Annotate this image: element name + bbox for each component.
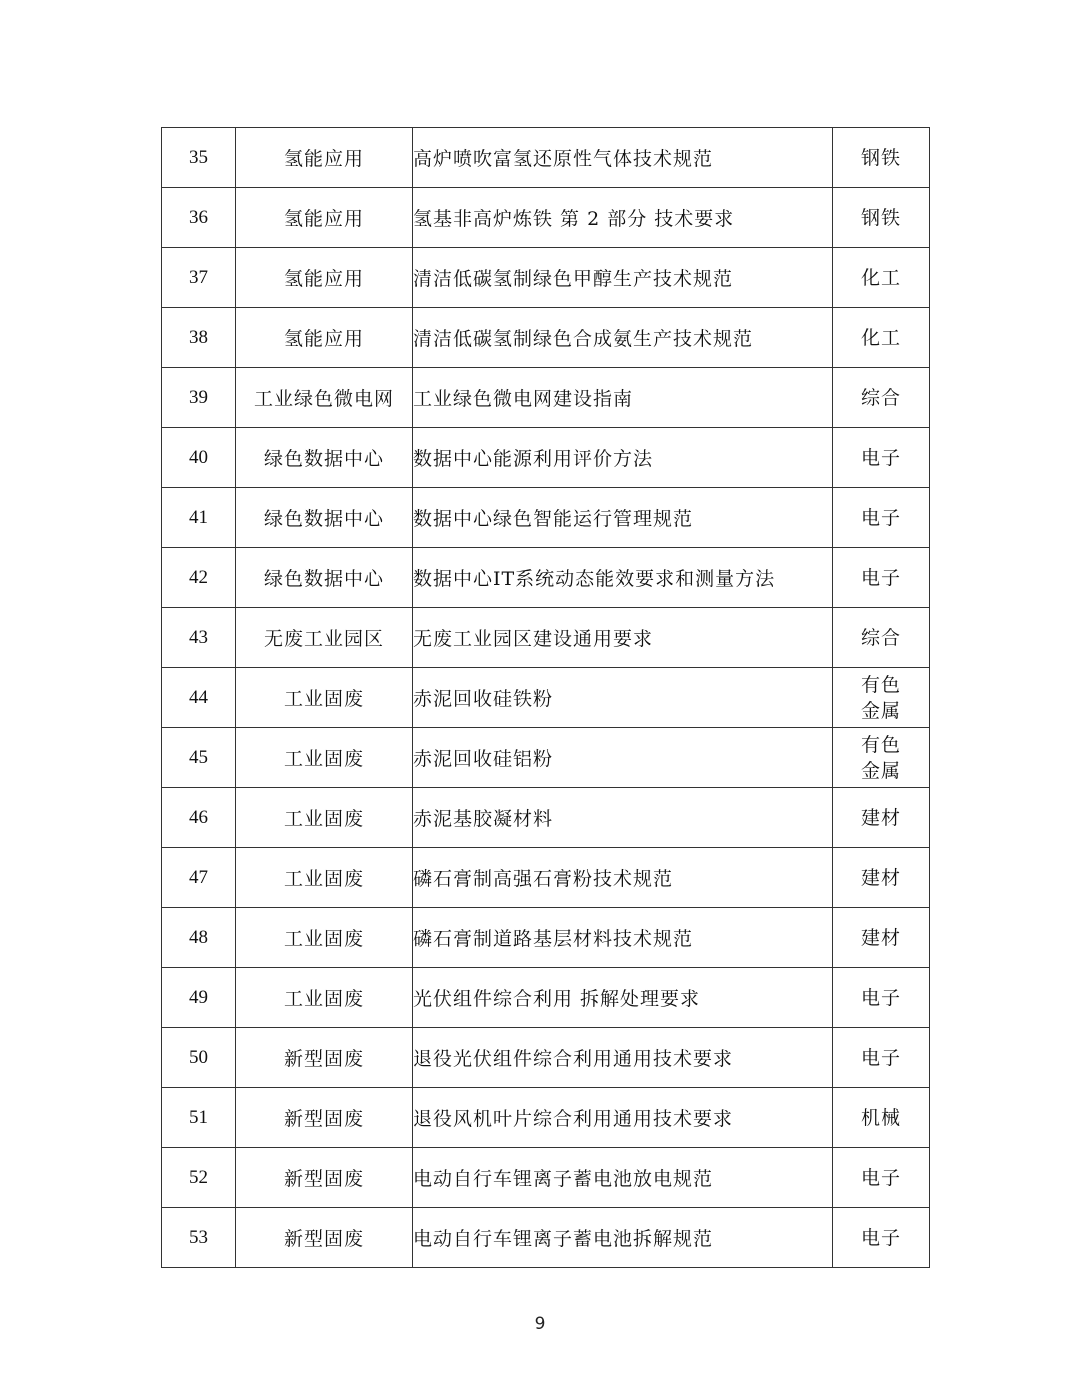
table-row xyxy=(162,968,930,1028)
standard-name-cell: 数据中心绿色智能运行管理规范 xyxy=(413,488,833,548)
row-number: 45 xyxy=(162,728,236,788)
row-number: 41 xyxy=(162,488,236,548)
table-row xyxy=(162,308,930,368)
industry-cell: 建材 xyxy=(833,848,930,908)
standard-name-cell: 赤泥回收硅铁粉 xyxy=(413,668,833,728)
standard-name-cell: 赤泥回收硅铝粉 xyxy=(413,728,833,788)
table-row xyxy=(162,1148,930,1208)
category-cell: 工业固废 xyxy=(236,848,413,908)
table-row xyxy=(162,248,930,308)
standards-table xyxy=(161,127,930,1268)
standard-name-cell: 退役光伏组件综合利用通用技术要求 xyxy=(413,1028,833,1088)
industry-cell: 电子 xyxy=(833,488,930,548)
category-cell: 工业固废 xyxy=(236,668,413,728)
category-cell: 氢能应用 xyxy=(236,308,413,368)
category-cell: 氢能应用 xyxy=(236,248,413,308)
industry-line: 金属 xyxy=(860,759,901,782)
standard-name-cell: 清洁低碳氢制绿色合成氨生产技术规范 xyxy=(413,308,833,368)
page-number: 9 xyxy=(534,1314,546,1334)
category-cell: 绿色数据中心 xyxy=(236,488,413,548)
standard-name-cell: 电动自行车锂离子蓄电池放电规范 xyxy=(413,1148,833,1208)
category-cell: 绿色数据中心 xyxy=(236,428,413,488)
table-row xyxy=(162,1208,930,1268)
row-number: 38 xyxy=(162,308,236,368)
standard-name-cell: 退役风机叶片综合利用通用技术要求 xyxy=(413,1088,833,1148)
category-cell: 工业绿色微电网 xyxy=(236,368,413,428)
table-row xyxy=(162,848,930,908)
industry-cell: 机械 xyxy=(833,1088,930,1148)
industry-cell: 电子 xyxy=(833,1148,930,1208)
category-cell: 工业固废 xyxy=(236,788,413,848)
category-cell: 新型固废 xyxy=(236,1148,413,1208)
industry-cell: 建材 xyxy=(833,788,930,848)
industry-cell: 电子 xyxy=(833,1208,930,1268)
standard-name-cell: 电动自行车锂离子蓄电池拆解规范 xyxy=(413,1208,833,1268)
industry-cell: 化工 xyxy=(833,308,930,368)
table-row xyxy=(162,608,930,668)
table-row xyxy=(162,908,930,968)
category-cell: 新型固废 xyxy=(236,1028,413,1088)
standard-name-cell: 磷石膏制道路基层材料技术规范 xyxy=(413,908,833,968)
category-cell: 新型固废 xyxy=(236,1208,413,1268)
row-number: 48 xyxy=(162,908,236,968)
category-cell: 无废工业园区 xyxy=(236,608,413,668)
standard-name-cell: 赤泥基胶凝材料 xyxy=(413,788,833,848)
table-row xyxy=(162,1028,930,1088)
industry-cell: 综合 xyxy=(833,608,930,668)
industry-line: 有色 xyxy=(860,673,901,696)
industry-cell: 电子 xyxy=(833,968,930,1028)
industry-cell: 建材 xyxy=(833,908,930,968)
table-row xyxy=(162,488,930,548)
row-number: 40 xyxy=(162,428,236,488)
table-row xyxy=(162,548,930,608)
industry-line: 金属 xyxy=(860,699,901,722)
category-cell: 氢能应用 xyxy=(236,188,413,248)
standard-name-cell: 氢基非高炉炼铁 第 2 部分 技术要求 xyxy=(413,188,833,248)
row-number: 52 xyxy=(162,1148,236,1208)
row-number: 50 xyxy=(162,1028,236,1088)
standard-name-cell: 磷石膏制高强石膏粉技术规范 xyxy=(413,848,833,908)
row-number: 49 xyxy=(162,968,236,1028)
industry-cell: 电子 xyxy=(833,1028,930,1088)
standard-name-cell: 工业绿色微电网建设指南 xyxy=(413,368,833,428)
standard-name-cell: 光伏组件综合利用 拆解处理要求 xyxy=(413,968,833,1028)
category-cell: 氢能应用 xyxy=(236,128,413,188)
standard-name-cell: 数据中心IT系统动态能效要求和测量方法 xyxy=(413,548,833,608)
category-cell: 工业固废 xyxy=(236,728,413,788)
industry-cell xyxy=(833,728,930,788)
table-row xyxy=(162,428,930,488)
industry-cell: 钢铁 xyxy=(833,128,930,188)
table-row xyxy=(162,1088,930,1148)
table-row xyxy=(162,668,930,728)
industry-cell: 综合 xyxy=(833,368,930,428)
standard-name-cell: 无废工业园区建设通用要求 xyxy=(413,608,833,668)
category-cell: 绿色数据中心 xyxy=(236,548,413,608)
industry-cell xyxy=(833,668,930,728)
industry-cell: 电子 xyxy=(833,428,930,488)
standard-name-cell: 数据中心能源利用评价方法 xyxy=(413,428,833,488)
category-cell: 新型固废 xyxy=(236,1088,413,1148)
row-number: 39 xyxy=(162,368,236,428)
standard-name-cell: 清洁低碳氢制绿色甲醇生产技术规范 xyxy=(413,248,833,308)
row-number: 53 xyxy=(162,1208,236,1268)
row-number: 47 xyxy=(162,848,236,908)
row-number: 46 xyxy=(162,788,236,848)
industry-cell: 钢铁 xyxy=(833,188,930,248)
category-cell: 工业固废 xyxy=(236,968,413,1028)
table-row xyxy=(162,728,930,788)
row-number: 37 xyxy=(162,248,236,308)
industry-line: 有色 xyxy=(860,733,901,756)
row-number: 35 xyxy=(162,128,236,188)
row-number: 36 xyxy=(162,188,236,248)
table-row xyxy=(162,128,930,188)
table-row xyxy=(162,188,930,248)
category-cell: 工业固废 xyxy=(236,908,413,968)
table-row xyxy=(162,368,930,428)
row-number: 43 xyxy=(162,608,236,668)
row-number: 44 xyxy=(162,668,236,728)
row-number: 42 xyxy=(162,548,236,608)
industry-cell: 化工 xyxy=(833,248,930,308)
industry-cell: 电子 xyxy=(833,548,930,608)
row-number: 51 xyxy=(162,1088,236,1148)
standard-name-cell: 高炉喷吹富氢还原性气体技术规范 xyxy=(413,128,833,188)
table-row xyxy=(162,788,930,848)
